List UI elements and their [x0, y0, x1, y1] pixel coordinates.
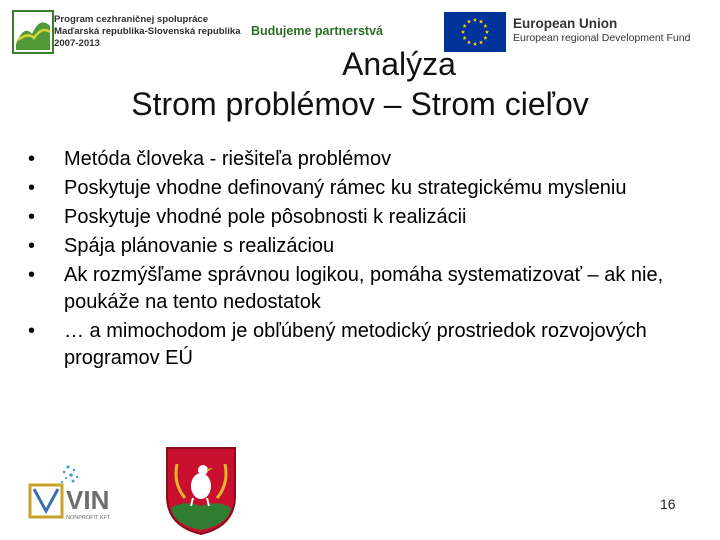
- bullet-item: • … a mimochodom je obľúbený metodický prostriedok rozvojových programov EÚ: [28, 318, 708, 372]
- vin-logo-text: VIN: [66, 485, 110, 515]
- slide-title-line-1: Analýza: [342, 46, 456, 82]
- eu-subtitle: European regional Development Fund: [513, 32, 691, 44]
- bullet-item: • Poskytuje vhodne definovaný rámec ku strategickému mysleniu: [28, 175, 708, 202]
- program-line-1: Program cezhraničnej spolupráce: [54, 14, 209, 25]
- bullet-item: • Poskytuje vhodné pole pôsobnosti k realizácii: [28, 204, 708, 231]
- page-number: 16: [660, 496, 676, 512]
- program-line-2: Maďarská republika-Slovenská republika: [54, 26, 241, 37]
- bullet-item: • Metóda človeka - riešiteľa problémov: [28, 146, 708, 173]
- vin-logo-icon: [26, 463, 146, 523]
- slide-title: [0, 44, 720, 124]
- eu-title: European Union: [513, 16, 618, 31]
- bullet-item: • Ak rozmýšľame správnou logikou, pomáha systematizovať – ak nie, poukáže na tento nedostatok: [28, 262, 708, 316]
- coat-of-arms-icon: [163, 444, 239, 536]
- bullet-item: • Spája plánovanie s realizáciou: [28, 233, 708, 260]
- slide-title-line-2: Strom problémov – Strom cieľov: [131, 86, 589, 122]
- partnership-slogan: Budujeme partnerstvá: [251, 24, 383, 38]
- program-line-3: 2007-2013: [54, 38, 100, 49]
- bullet-list: [28, 146, 708, 374]
- eu-label: [513, 15, 690, 45]
- vin-logo-subtext: NONPROFIT KFT.: [66, 515, 112, 521]
